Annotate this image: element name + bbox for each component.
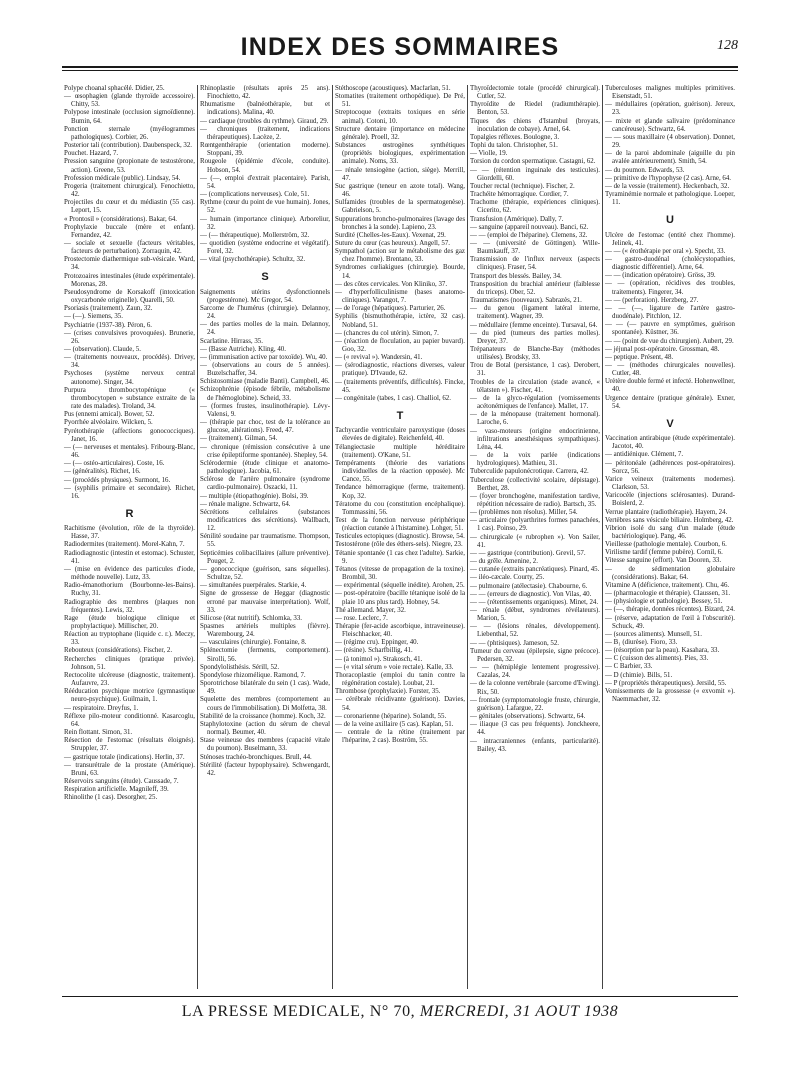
index-entry: — sanguine (appareil nouveau). Banci, 62. bbox=[470, 223, 589, 231]
index-entry: — de la colonne vertébrale (sarcome d'Ewing). Rix, 50. bbox=[470, 680, 601, 696]
index-entry: Réflexe pilo-moteur conditionné. Kasarcoglu, 64. bbox=[64, 712, 195, 728]
index-column-5 bbox=[602, 85, 737, 989]
index-entry: — (traitement). Gilman, 54. bbox=[200, 435, 278, 443]
index-entry: Pouchet. Hazard, 7. bbox=[64, 150, 119, 158]
index-entry: — génitales (observations). Schwartz, 64. bbox=[470, 713, 586, 721]
index-column-1 bbox=[62, 85, 197, 989]
index-entry: Télangiectasie multiple héréditaire (traitement). O'Kane, 51. bbox=[335, 443, 465, 459]
index-entry: Thérapie (fer-acide ascorbique, intraveineuse). Fleischhacker, 40. bbox=[335, 623, 465, 639]
index-entry: Sarcome de l'humérus (chirurgie). Delannoy, 24. bbox=[200, 304, 330, 321]
index-entry: Streptocoque (extraits toxiques en série animal). Cotoni, 10. bbox=[335, 109, 465, 125]
index-entry: — coronarienne (héparine). Solandt, 55. bbox=[335, 712, 447, 720]
index-entry: — peptique. Présent, 48. bbox=[605, 353, 674, 361]
index-entry: — — (emploi de l'héparine). Clemens, 32. bbox=[470, 231, 588, 239]
index-entry: — primitive de l'hypophyse (2 cas). Arne, 64. bbox=[605, 174, 732, 182]
index-entry: Sténoses trachéo-bronchiques. Brull, 44. bbox=[200, 753, 312, 761]
index-entry: Réaction au tryptophane (liquide c. r.). Meczy, 33. bbox=[64, 631, 195, 647]
index-entry: « Prontosil » (considérations). Bakar, 64. bbox=[64, 215, 178, 223]
index-entry: — — (rétention inguinale des testicules). Giordelli, 60. bbox=[470, 166, 600, 182]
index-entry: Pseudosyndrome de Korsakoff (intoxication oxycarbonée originelle). Quarelli, 50. bbox=[64, 288, 195, 305]
index-entry: Tachycardie ventriculaire paroxystique (doses élevées de digitale). Reichenfeld, 40. bbox=[335, 427, 465, 443]
index-entry: Sclérodermie (étude clinique et anatomo-pathologique). Jacobia, 61. bbox=[200, 459, 330, 476]
index-entry: Protozoaires intestinales (étude expérimentale). Morenas, 28. bbox=[64, 272, 195, 288]
index-entry: Purpura thrombocytopénique (« thrombocytopen » substance extraite de la rate des malades). Troland, 34. bbox=[64, 386, 195, 411]
index-entry: Rhinoplastie (résultats après 25 ans). Finochietto, 42. bbox=[200, 85, 330, 101]
index-entry: Vertèbres sans vésicule biliaire. Holmberg, 42. bbox=[605, 516, 734, 524]
index-entry: Psychoses (système nerveux central autonome). Singer, 34. bbox=[64, 370, 195, 386]
index-entry: — (résorption par la peau). Kasahara, 33. bbox=[605, 647, 720, 655]
index-entry: Sympathol (action sur le métabolisme des gaz chez l'homme). Brentano, 33. bbox=[335, 248, 465, 264]
index-entry: Testostérone (rôle des éthers-sels). Niegre, 23. bbox=[335, 541, 463, 549]
index-entry: — — (phtisiques). Jameson, 52. bbox=[470, 639, 559, 647]
index-entry: — rénale maligne. Schwartz, 64. bbox=[200, 500, 291, 508]
index-entry: — (—, thérapie, données récentes). Bizard, 24. bbox=[605, 606, 735, 614]
index-entry: Surdité (Chelles-les-Eaux). Vexenat, 29. bbox=[335, 231, 446, 239]
index-entry: Transmission de l'influx nerveux (aspects cliniques). Fraser, 54. bbox=[470, 256, 600, 272]
index-entry: — de la vessie (traitement). Heckenbach, 32. bbox=[605, 182, 730, 190]
index-entry: Transport des blessés. Bailey, 34. bbox=[470, 272, 562, 280]
index-entry: Stéthoscope (acoustiques). Macfarlan, 51. bbox=[335, 85, 451, 92]
index-entry: Polypose intestinale (occlusion sigmoïdienne). Bumin, 64. bbox=[64, 109, 195, 125]
index-entry: Radiographie des membres (plaques non fréquentes). Lewis, 32. bbox=[64, 598, 195, 614]
index-entry: Sporotrichose bilatérale du sein (1 cas). Wade, 49. bbox=[200, 680, 330, 696]
index-entry: Profession médicale (public). Lindsay, 54. bbox=[64, 174, 181, 182]
index-entry: Scarlatine. Hirrass, 35. bbox=[200, 337, 263, 345]
index-entry: Ponction sternale (myélogrammes pathologiques). Corbier, 26. bbox=[64, 125, 195, 141]
index-entry: — chroniques (traitement, indications thérapeutiques). Lacèze, 2. bbox=[200, 125, 330, 141]
index-entry: Torsion du cordon spermatique. Castagni, 62. bbox=[470, 158, 596, 166]
index-entry: Urètère double fermé et infecté. Hohenwellner, 40. bbox=[605, 378, 736, 394]
index-entry: — antidiénique. Clément, 7. bbox=[605, 451, 684, 459]
index-entry: — des côtes cervicales. Von Kliniko, 37. bbox=[335, 280, 448, 288]
index-entry: — (régime cru). Eppinger, 40. bbox=[335, 639, 419, 647]
index-entry: — — (université de Göttingen). Wille-Baumkauff, 37. bbox=[470, 239, 600, 256]
index-entry: — pulmonaire (atélectasie). Chabourne, 6. bbox=[470, 582, 588, 590]
index-entry: — (thérapie par choc, test de la tolérance au glucose, altérations). Freed, 47. bbox=[200, 419, 330, 435]
index-entry: — rénale tensiogène (action, siège). Merrill, 47. bbox=[335, 166, 465, 182]
index-column-2 bbox=[197, 85, 332, 989]
index-entry: — — (hémiplégie lentement progressive). Cazalas, 24. bbox=[470, 664, 600, 680]
index-entry: Suppurations broncho-pulmonaires (lavage des bronches à la sonde). Lapieno, 23. bbox=[335, 215, 465, 231]
index-entry: Rein flottant. Simon, 31. bbox=[64, 729, 133, 737]
index-entry: Psychiatrie (1937-38). Péron, 6. bbox=[64, 321, 153, 329]
index-entry: — (problèmes non résolus). Miller, 54. bbox=[470, 509, 578, 517]
index-entry: Rythme (cœur du point de vue humain). Jones, 52. bbox=[200, 199, 330, 215]
index-entry: — (« revival »). Wandersin, 41. bbox=[335, 354, 423, 362]
index-entry: — transurétrale de la prostate (Amérique). Bruni, 63. bbox=[64, 761, 195, 777]
index-entry: Rebouteux (considérations). Fischer, 2. bbox=[64, 647, 173, 655]
index-entry: Stabilité de la croissance (homme). Koch, 32. bbox=[200, 712, 326, 720]
index-entry: Psoriasis (traitement). Zaun, 32. bbox=[64, 305, 153, 313]
index-entry: — simultanées puerpérales. Starkie, 4. bbox=[200, 582, 307, 590]
index-entry: — (généralités). Richet, 16. bbox=[64, 468, 141, 476]
index-entry: — (crises convulsives provoquées). Brunerie, 26. bbox=[64, 329, 195, 345]
index-entry: — multiple (étiopathogénie). Bolsi, 39. bbox=[200, 492, 309, 500]
index-entry: Pyrétothérapie (affections gonococciques). Janet, 16. bbox=[64, 427, 195, 443]
section-letter: V bbox=[666, 417, 674, 430]
index-entry: — (sources aliments). Munsell, 51. bbox=[605, 630, 703, 638]
index-entry: — — (—, ligature de l'artère gastro-duodénale). Pitchlon, 12. bbox=[605, 304, 735, 321]
index-entry: Syndromes cœliakigues (chirurgie). Bourde, 14. bbox=[335, 264, 465, 280]
index-entry: — cardiaque (troubles du rythme). Giraud, 29. bbox=[200, 117, 329, 125]
index-entry: — (traitements nouveaux, procédés). Drivey, 34. bbox=[64, 354, 195, 370]
index-entry: — (syphilis primaire et secondaire). Richet, 16. bbox=[64, 484, 195, 500]
index-entry: — (—). Siemens, 35. bbox=[64, 313, 123, 321]
index-entry: Suc gastrique (teneur en azote total). Wang, 46. bbox=[335, 182, 465, 199]
index-entry: — (résine). Scharfbillig, 41. bbox=[335, 647, 413, 655]
index-entry: Urgence dentaire (pratique générale). Exner, 54. bbox=[605, 394, 735, 410]
index-entry: Signe de grossesse de Heggar (diagnostic erroné par mauvaise interprétation). Wolf, 33. bbox=[200, 590, 330, 614]
index-entry: Stase veineuse des membres (capacité vitale du poumon). Buselmann, 33. bbox=[200, 737, 330, 753]
index-entry: — (foyer bronchogène, manifestation tardive, répétition nécessaire de radio). Bartsch, 35. bbox=[470, 492, 600, 508]
index-entry: Spondylolisthésis. Sérill, 52. bbox=[200, 663, 280, 671]
index-entry: Test de la fonction nerveuse périphérique (réaction cutanée à l'histamine). Lohger, 51. bbox=[335, 516, 465, 533]
index-entry: — (formes frustes, insulinothérapie). Lévy-Valensi, 9. bbox=[200, 402, 330, 418]
index-entry: — D (chimie). Bills, 51. bbox=[605, 671, 673, 679]
section-letter: S bbox=[261, 271, 269, 284]
index-entry: — — (« érothérapie per oral »). Specht, 33. bbox=[605, 247, 726, 255]
index-entry: — C Barbier, 33. bbox=[605, 663, 653, 671]
index-entry: Virilisme tardif (femme pubère). Cornil, 6. bbox=[605, 549, 723, 557]
index-entry: — de la ménopause (traitement hormonal). Laroche, 6. bbox=[470, 411, 600, 427]
index-entry: Vomissements de la grossesse (« exvomit »). Naemmacher, 32. bbox=[605, 687, 735, 704]
index-entry: — frontale (symptomatologie fruste, chirurgie, guérison). Lafargue, 22. bbox=[470, 696, 600, 712]
index-entry: — (mise en évidence des particules d'iode, méthode nouvelle). Lutz, 33. bbox=[64, 565, 195, 582]
index-entry: Schizophrénie (épisode fébrile, métabolisme de l'hémoglobine). Scheid, 33. bbox=[200, 386, 330, 402]
page-title: INDEX DES SOMMAIRES bbox=[240, 33, 560, 61]
index-entry: Posterior tali (contribution). Daubenspeck, 32. bbox=[64, 142, 193, 150]
index-entry: Suture du cœur (cas heureux). Angell, 57. bbox=[335, 239, 451, 247]
index-entry: — B₁ (diurèse). Fioro, 33. bbox=[605, 639, 678, 646]
index-entry: — quotidien (système endocrine et végétatif). Forel, 32. bbox=[200, 239, 330, 256]
index-entry: — (traitements préventifs, difficultés). Fincke, 45. bbox=[335, 378, 465, 394]
index-entry: — gonococcique (guérison, sans séquelles). Schultze, 52. bbox=[200, 565, 330, 582]
index-entry: Stomatites (traitement orthopédique). De Pré, 51. bbox=[335, 93, 465, 109]
index-entry: — du grêle. Amenine, 2. bbox=[470, 558, 538, 566]
index-entry: — (pharmacologie et thérapie). Claussen, 31. bbox=[605, 590, 731, 598]
index-entry: Thoracoplastie (emploi du tanin contre la régénération costale). Loubat, 21. bbox=[335, 671, 465, 688]
index-entry: Verrue plantaire (radiothérapie). Hayem, 24. bbox=[605, 508, 728, 516]
index-entry: — péritonéale (adhérences post-opératoires). Sorcz, 56. bbox=[605, 459, 735, 475]
section-letter: T bbox=[396, 410, 404, 423]
index-entry: Tératome du cou (constitution encéphalique). Tommassini, 56. bbox=[335, 500, 465, 516]
index-entry: — de la veine axillaire (5 cas). Kaplan, 51. bbox=[335, 720, 454, 728]
index-entry: Vaccination antirabique (étude expérimentale). Jacotot, 40. bbox=[605, 435, 735, 451]
index-entry: Pyorrhée alvéolaire. Wilcken, 5. bbox=[64, 419, 153, 427]
index-entry: Topalgies réflexes. Boulogne, 3. bbox=[470, 133, 560, 141]
index-entry: Septicémies colibacillaires (allure préventive). Pouget, 2. bbox=[200, 549, 330, 565]
index-entry: Splénectomie (ferments, comportement). Sirolli, 56. bbox=[200, 647, 330, 663]
index-entry: Staphylotoxine (action du sérum de cheval normal). Beumer, 40. bbox=[200, 720, 330, 737]
index-entry: Tyraminémie normale et pathologique. Loeper, 11. bbox=[605, 191, 735, 207]
index-entry: Prophylaxie buccale (mère et enfant). Fernandez, 42. bbox=[64, 223, 195, 239]
index-entry: Prostectomie diathermique sub-vésicale. Ward, 34. bbox=[64, 256, 195, 272]
index-entry: — chronique (rémission consécutive à une crise épileptiforme spontanée). Shepley, 54. bbox=[200, 443, 330, 459]
index-entry: — — (opération, récidives des troubles, traitements). Fingerer, 34. bbox=[605, 280, 735, 296]
index-entry: Pus (ennemi amical). Bower, 52. bbox=[64, 411, 155, 419]
index-entry: — (« vital sérum » voie rectale). Kalle, 33. bbox=[335, 663, 454, 671]
footer-journal: LA PRESSE MEDICALE, N° bbox=[181, 1003, 389, 1020]
index-entry: — (physiologie et pathologie). Bessey, 51. bbox=[605, 598, 723, 606]
index-entry: — — (rétentissements organiques). Minet, 24. bbox=[470, 598, 599, 606]
index-entry: — (— thérapeutique). Mollerström, 32. bbox=[200, 231, 310, 239]
index-entry: — centrale de la rétine (traitement par l'héparine, 2 cas). Boström, 55. bbox=[335, 729, 465, 745]
index-entry: — post-opératoire (bacille tétanique isolé de la plaie 10 ans plus tard). Hobney, 54. bbox=[335, 590, 465, 606]
index-entry: Squelette des membres (comportement au cours de l'immobilisation). Di Molfetta, 38. bbox=[200, 696, 330, 712]
index-entry: — (Basse Autriche). Kling, 40. bbox=[200, 345, 286, 353]
index-entry: — articulaire (polyarthrites formes panachées, 1 cas). Poinso, 29. bbox=[470, 517, 600, 533]
index-entry: Stérilité (facteur hypophysaire). Schwengardt, 42. bbox=[200, 761, 330, 777]
index-entry: — jéjunal post-opératoire. Grossman, 48. bbox=[605, 345, 720, 353]
index-entry: — — (méthodes chirurgicales nouvelles). Cutler, 48. bbox=[605, 362, 735, 378]
index-entry: Pression sanguine (propionate de testostérone, action). Greene, 53. bbox=[64, 158, 195, 174]
index-entry: — (réserve, adaptation de l'œil à l'obscurité). Schuck, 49. bbox=[605, 614, 735, 630]
index-entry: Thyroïdite de Riedel (radiumthérapie). Benton, 53. bbox=[470, 101, 600, 117]
index-entry: Tuberculide papulonécrotique. Carrera, 42. bbox=[470, 468, 589, 476]
index-entry: — (—, emploi d'extrait placentaire). Parish, 54. bbox=[200, 174, 330, 190]
index-entry: — C (cuisson des aliments). Pies, 33. bbox=[605, 655, 709, 663]
index-entry: Syphilis (bismuthothérapie, ictère, 32 cas). Nobland, 51. bbox=[335, 313, 465, 329]
header-rule-thin bbox=[62, 70, 738, 71]
index-entry: Saignements utérins dysfonctionnels (progestérone). Mc Gregor, 54. bbox=[200, 288, 330, 304]
index-entry: Silicose (état nutritif). Schlomka, 33. bbox=[200, 614, 303, 622]
index-entry: — du pied (tumeurs des parties molles). Dreyer, 37. bbox=[470, 329, 600, 345]
index-entry: Vibrion isolé du sang d'un malade (étude bactériologique). Pang, 46. bbox=[605, 524, 735, 540]
index-entry: Rœntgenthérapie (orientation moderne). Stoppani, 39. bbox=[200, 142, 330, 158]
index-entry: — congénitale (tabes, 1 cas). Challiol, 62. bbox=[335, 394, 451, 402]
index-entry: — intracraniennes (enfants, particularité). Bailey, 43. bbox=[470, 737, 600, 753]
index-entry: Thrombose (prophylaxie). Forster, 35. bbox=[335, 688, 441, 696]
index-entry: Vitesse sanguine (effort). Van Dooren, 33. bbox=[605, 557, 722, 565]
index-entry: — — sous maxillaire (4 observation). Donnet, 29. bbox=[605, 133, 735, 150]
index-entry: — Violle, 19. bbox=[470, 150, 508, 158]
index-entry: — — (— pauvre en symptômes, guérison spontanée). Küstner, 36. bbox=[605, 321, 735, 337]
index-entry: Substances œstrogènes synthétiques (propriétés biologiques, expérimentation animale). Noms, 33. bbox=[335, 142, 465, 166]
index-entry: — (observations au cours de 5 années). Buzelschaffer, 34. bbox=[200, 362, 330, 378]
index-entry: — — (perforation). Herzberg, 27. bbox=[605, 296, 699, 304]
index-entry: Troubles de la circulation (stade avancé, « télatsten »). Fischer, 41. bbox=[470, 378, 600, 394]
index-entry: Vitamine A (déficience, traitement). Chu, 46. bbox=[605, 581, 730, 589]
index-entry: — rénale (début, syndromes révélateurs). Marion, 5. bbox=[470, 607, 600, 623]
index-entry: Sécrétions cellulaires (substances modificatrices des sécrétions). Wallbach, 12. bbox=[200, 508, 330, 533]
footer-date: MERCREDI, 31 AOUT 1938 bbox=[419, 1003, 619, 1020]
index-entry: — du poumon. Edwards, 53. bbox=[605, 166, 685, 174]
index-column-3 bbox=[332, 85, 467, 989]
index-entry: Rhumatisme (balnéothérapie, but et indications). Malina, 40. bbox=[200, 101, 330, 117]
index-entry: Réservoirs sanguins (étude). Caussade, 7. bbox=[64, 777, 179, 785]
index-entry: Polype choanal sphacélé. Didier, 25. bbox=[64, 85, 165, 92]
index-entry: — (chancres du col utérin). Simon, 7. bbox=[335, 329, 439, 337]
index-entry: — (— ostéo-articulaires). Coste, 16. bbox=[64, 460, 165, 468]
index-entry: Rhinolithe (1 cas). Desorgher, 25. bbox=[64, 794, 158, 802]
index-entry: Thé allemand. Mayer, 32. bbox=[335, 606, 406, 614]
index-entry: — médullaire (femme enceinte). Tursaval, 64. bbox=[470, 321, 598, 329]
index-entry: Respiration artificielle. Magnileff, 39. bbox=[64, 786, 169, 794]
index-entry: Trépanateurs de Blanche-Bay (méthodes utilisées). Brodsky, 33. bbox=[470, 346, 600, 362]
index-entry: Tétanie spontanée (1 cas chez l'adulte). Sarkie, 9. bbox=[335, 549, 465, 565]
index-entry: — (complications nerveuses). Cole, 51. bbox=[200, 191, 310, 199]
index-entry: Structure dentaire (importance en médecine générale). Proell, 32. bbox=[335, 125, 465, 141]
index-entry: — œsophagien (glande thyroïde accessoire). Chitty, 53. bbox=[64, 93, 195, 109]
index-entry: Tiques des chiens d'Istambul (broyats, inoculation de cobaye). Arnel, 64. bbox=[470, 117, 600, 133]
index-entry: — (réaction de floculation, au papier buvard). Goo, 32. bbox=[335, 337, 465, 353]
section-letter: U bbox=[666, 214, 674, 227]
index-entry: Progeria (traitement chirurgical). Fenochietto, 42. bbox=[64, 182, 195, 199]
index-entry: Spasmes artériels multiples (fièvre). Warembourg, 24. bbox=[200, 623, 330, 639]
index-entry: Rage (étude biologique clinique et prophylactique). Millischer, 20. bbox=[64, 614, 195, 630]
header-rule bbox=[62, 66, 738, 68]
index-column-4 bbox=[467, 85, 602, 989]
index-entry: Rachitisme (évolution, rôle de la thyroïde). Hasse, 37. bbox=[64, 525, 195, 541]
index-entry: — — (indication opératoire). Gröss, 39. bbox=[605, 272, 716, 280]
index-entry: Tuberculoses malignes multiples primitives. Eisenstadt, 51. bbox=[605, 85, 735, 101]
section-letter: R bbox=[125, 507, 134, 520]
index-entry: Spondylose rhizomélique. Ramond, 7. bbox=[200, 671, 306, 679]
index-entry: — mixte et glande salivaire (prédominance cancéreuse). Schwartz, 64. bbox=[605, 117, 735, 133]
index-entry: Sclérose de l'artère pulmonaire (syndrome cardio-pulmonaire). Oszacki, 11. bbox=[200, 476, 330, 492]
index-entry: — médullaires (opération, guérison). Jereux, 23. bbox=[605, 101, 735, 117]
index-entry: — humain (importance clinique). Arboreliur, 32. bbox=[200, 215, 330, 231]
index-entry: — gastrique totale (indications). Herlin, 37. bbox=[64, 753, 185, 761]
footer-rule bbox=[62, 996, 738, 997]
index-entry: — (procédés physiques). Surmont, 16. bbox=[64, 476, 171, 484]
footer bbox=[0, 1003, 800, 1021]
index-entry: Trachome (thérapie, expériences cliniques). Cicerito, 62. bbox=[470, 199, 600, 215]
index-entry: Tuberculose (collectivité scolaire, dépistage). Berthet, 28. bbox=[470, 476, 600, 492]
index-entry: — — (erreurs de diagnostic). Von Vilas, 40. bbox=[470, 590, 592, 598]
index-entry: Toucher rectal (technique). Fischer, 2. bbox=[470, 182, 575, 190]
index-entry: Tendance hémorragique (ferme, traitement). Kop, 32. bbox=[335, 484, 465, 500]
index-entry: Thyroïdectomie totale (procédé chirurgical). Cutler, 52. bbox=[470, 85, 600, 101]
index-entry: — (— nerveuses et mentales). Fribourg-Blanc, 46. bbox=[64, 443, 195, 460]
index-entry: — (immunisation active par toxoïde). Wu, 40. bbox=[200, 353, 328, 361]
index-entry: Résection de l'estomac (résultats éloignés). Struppler, 37. bbox=[64, 737, 195, 753]
index-entry: — cérébrale récidivante (guérison). Davies, 54. bbox=[335, 696, 465, 712]
index-entry: — de la glyco-régulation (vomissements acétonémiques de l'enfance). Mallet, 17. bbox=[470, 394, 600, 411]
index-entry: Tempéraments (théorie des variations individuelles de la réaction opposée). Mc Cance, 55. bbox=[335, 459, 465, 484]
index-entry: Trou de Botal (persistance, 1 cas). Derobert, 31. bbox=[470, 362, 600, 378]
index-entry: Recherches cliniques (pratique privée). Johnson, 51. bbox=[64, 655, 195, 671]
index-entry: Vieillesse (pathologie mentale). Courbon, 6. bbox=[605, 541, 727, 549]
index-entry: Rougeole (épidémie d'école, conduite). Hobson, 54. bbox=[200, 158, 330, 174]
index-entry: Varicocèle (injections sclérosantes). Durand-Boislerd, 2. bbox=[605, 492, 735, 508]
index-entry: — expérimental (séquelle inédite). Arohen, 25. bbox=[335, 582, 465, 590]
footer-issue: 70, bbox=[393, 1003, 416, 1020]
index-entry: Tétanos (vitesse de propagation de la toxine). Brombil, 30. bbox=[335, 565, 465, 582]
index-entry: — des parties molles de la main. Delannoy, 24. bbox=[200, 321, 330, 337]
index-entry: Radiodiagnostic (intestin et estomac). Schuster, 41. bbox=[64, 549, 195, 565]
index-entry: — P (propriétés thérapeutiques). Jersild, 55. bbox=[605, 679, 727, 687]
index-entry: Transposition du brachial antérieur (faiblesse du triceps). Ober, 52. bbox=[470, 280, 600, 296]
index-entry: — de sédimentation globulaire (considérations). Bakar, 64. bbox=[605, 565, 735, 581]
index-entry: — sociale et sexuelle (facteurs véritables, facteurs de perturbation). Zorraquin, 42. bbox=[64, 239, 195, 256]
index-entry: — chirurgicale (« rubrophen »). Von Sailer, 41. bbox=[470, 533, 600, 549]
index-entry: Sénilité soudaine par traumatisme. Thompson, 55. bbox=[200, 533, 330, 549]
index-entry: Tophi du talon. Christopher, 51. bbox=[470, 142, 558, 150]
index-entry: — de la voix parlée (indications hydrologiques). Mathieu, 31. bbox=[470, 452, 600, 468]
index-entry: Radio-émanothorium (Bourbonne-les-Bains). Ruchy, 31. bbox=[64, 582, 195, 598]
index-entry: — d'hyperfolliculinisme (bases anatomo-cliniques). Varangot, 7. bbox=[335, 288, 465, 305]
index-entry: Schistosomiase (maladie Banti). Campbell, 46. bbox=[200, 378, 330, 386]
index-entry: Transfusion (Amérique). Dally, 7. bbox=[470, 215, 564, 223]
index-columns bbox=[62, 85, 738, 989]
index-entry: — cutanée (extraits pancréatiques). Pinard, 45. bbox=[470, 566, 600, 574]
index-entry: Testicules ectopiques (diagnostic). Browse, 54. bbox=[335, 533, 465, 541]
index-entry: — — (lésions rénales, développement). Liebenthal, 52. bbox=[470, 623, 600, 639]
index-entry: Rectocolite ulcéreuse (diagnostic, traitement). Aufauvre, 23. bbox=[64, 671, 195, 688]
index-entry: — iléo-cæcale. Courty, 25. bbox=[470, 574, 545, 582]
index-entry: — rose. Leclerc, 7. bbox=[335, 614, 388, 622]
index-entry: — — (point de vue du chirurgien). Aubert, 29. bbox=[605, 337, 734, 345]
index-entry: — vaso-moteurs (origine endocrinienne, infiltrations anesthésiques sympathiques). Léna, 44. bbox=[470, 427, 600, 451]
index-entry: — vasculaires (chirurgie). Fontaine, 8. bbox=[200, 639, 307, 647]
index-entry: — du genou (ligament latéral interne, traitement). Wagner, 39. bbox=[470, 305, 600, 321]
index-entry: — — gastrique (contribution). Grevil, 57. bbox=[470, 549, 586, 557]
index-entry: Varice veineux (traitements modernes). Clarkson, 53. bbox=[605, 475, 735, 492]
index-entry: Sulfamides (troubles de la spermatogenèse). Gabrielson, 5. bbox=[335, 199, 465, 215]
index-entry: — de l'orage (hépatiques). Parturier, 26. bbox=[335, 305, 446, 313]
index-entry: — gastro-duodénal (cholécystopathies, diagnostic différentiel). Arne, 64. bbox=[605, 255, 735, 272]
page-number: 128 bbox=[717, 38, 738, 53]
index-entry: Radiodermites (traitement). Morel-Kahn, 7. bbox=[64, 541, 185, 549]
index-entry: — vital (psychothérapie). Schultz, 32. bbox=[200, 256, 306, 264]
index-entry: Trachéite hémorragique. Cordier, 7. bbox=[470, 191, 569, 199]
index-entry: Rééducation psychique motrice (gymnastique neuro-psychique). Guilmain, 1. bbox=[64, 688, 195, 704]
index-entry: Traumatismes (nouveaux). Sabrazès, 21. bbox=[470, 297, 582, 305]
index-entry: Ulcère de l'estomac (entité chez l'homme). Jelinek, 41. bbox=[605, 231, 735, 247]
index-entry: — iliaque (3 cas peu fréquents). Jonckheere, 44. bbox=[470, 721, 600, 737]
index-entry: Tumeur du cerveau (épilepsie, signe précoce). Pedersen, 32. bbox=[470, 647, 600, 663]
index-entry: — respiratoire. Dreyfus, 1. bbox=[64, 704, 139, 712]
index-entry: — de la paroi abdominale (aiguille du pin avalée antérieurement). Smith, 54. bbox=[605, 150, 735, 166]
index-entry: — (à tonimol »). Strakosch, 41. bbox=[335, 655, 423, 663]
index-entry: Projectiles du cœur et du médiastin (55 cas). Leport, 15. bbox=[64, 199, 195, 215]
index-entry: — (sérodiagnostic, réactions diverses, valeur pratique). D'Ivaude, 62. bbox=[335, 362, 465, 378]
index-entry: — (observation). Claude, 5. bbox=[64, 346, 141, 353]
